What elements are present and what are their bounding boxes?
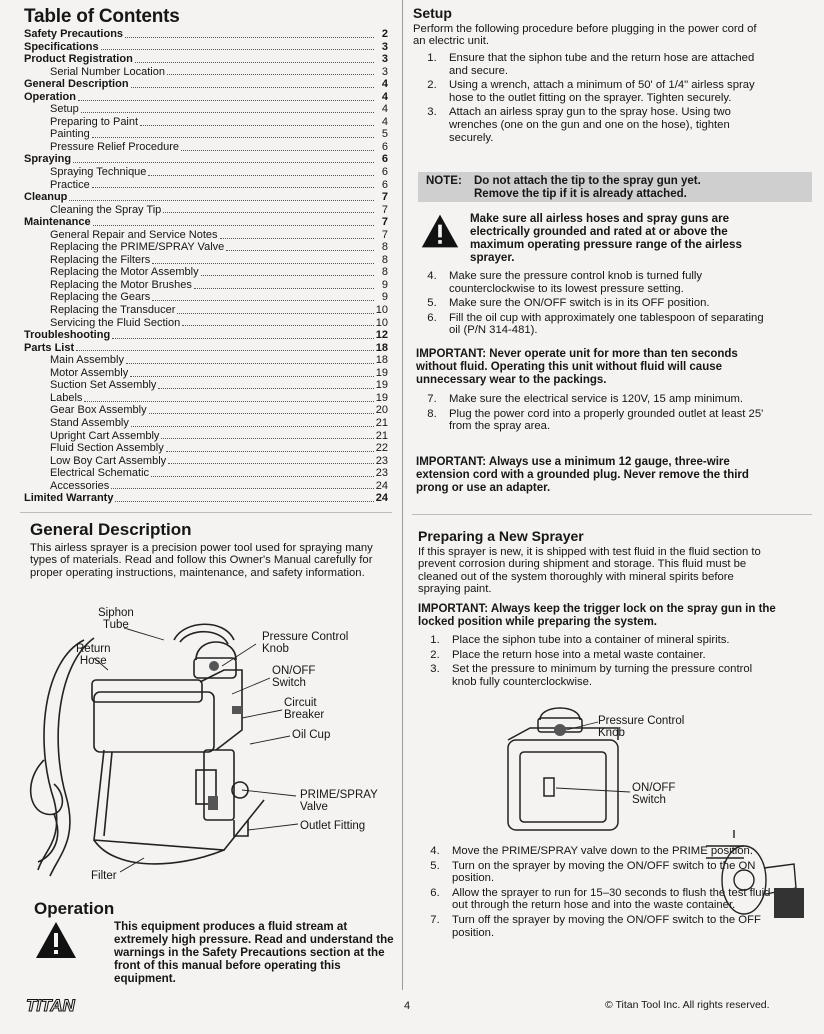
- toc-entry-label: Fluid Section Assembly: [50, 442, 164, 455]
- toc-entry: [24, 329, 388, 342]
- toc-entry: [24, 279, 388, 292]
- toc-entry-page: 3: [381, 40, 388, 53]
- toc-entry-page: 5: [381, 128, 388, 141]
- toc-leader-dots: [115, 493, 373, 502]
- toc-entry: [24, 179, 388, 192]
- setup-steps-4-6: [415, 270, 775, 339]
- toc-entry-label: Suction Set Assembly: [50, 379, 157, 392]
- step-item: [415, 270, 775, 295]
- toc-leader-dots: [140, 117, 374, 126]
- toc-entry-label: Replacing the Motor Brushes: [50, 278, 192, 291]
- toc-leader-dots: [84, 393, 373, 402]
- toc-entry-page: 3: [381, 53, 388, 66]
- toc-entry-page: 20: [375, 404, 388, 417]
- callout-pressure-control-knob: Pressure Control Knob: [262, 631, 349, 656]
- toc-entry-page: 19: [375, 366, 388, 379]
- toc-entry-page: 7: [381, 191, 388, 204]
- important-trigger-lock: IMPORTANT: Always keep the trigger lock on the spray gun in the locked position while preparing the system.: [418, 603, 776, 628]
- toc-leader-dots: [220, 230, 374, 239]
- toc-entry-label: Spraying: [24, 153, 72, 166]
- operation-warning-text: This equipment produces a fluid stream at extremely high pressure. Read and understand the warnings in the Safety Precautions section at the front of this manual before operating this equipment.: [114, 920, 394, 985]
- toc-leader-dots: [112, 330, 374, 339]
- step-text: Set the pressure to minimum by turning the pressure control knob fully counterclockwise.: [452, 663, 753, 688]
- toc-leader-dots: [226, 242, 374, 251]
- toc-entry: [24, 317, 388, 330]
- toc-entry: [24, 354, 388, 367]
- toc-leader-dots: [131, 418, 374, 427]
- toc-entry: [24, 455, 388, 468]
- toc-entry-label: Cleanup: [24, 191, 68, 204]
- toc-entry: [24, 254, 388, 267]
- section-divider: [412, 514, 812, 515]
- toc-entry-label: Safety Precautions: [24, 28, 124, 40]
- toc-entry-label: Upright Cart Assembly: [50, 429, 160, 442]
- toc-entry-page: 19: [375, 379, 388, 392]
- callout-return-hose: Return Hose: [76, 643, 111, 668]
- toc-entry-label: Serial Number Location: [50, 65, 165, 78]
- toc-entry-label: Operation: [24, 90, 76, 103]
- toc-leader-dots: [182, 317, 374, 326]
- toc-leader-dots: [130, 368, 374, 377]
- copyright: © Titan Tool Inc. All rights reserved.: [605, 999, 770, 1011]
- new-sprayer-intro: If this sprayer is new, it is shipped with test fluid in the fluid section to prevent corrosion during shipment and storage. This fluid must be cleaned out of the system thoroughly with mineral spirits before spraying paint.: [418, 546, 761, 596]
- titan-logo-mark: [26, 996, 112, 1014]
- toc-entry: [24, 216, 388, 229]
- warning-icon: [34, 920, 78, 960]
- step-number: 6.: [427, 311, 437, 324]
- toc-entry: [24, 53, 388, 66]
- step-number: 2.: [427, 79, 437, 92]
- toc-entry-label: Maintenance: [24, 216, 91, 229]
- toc-entry-page: 4: [381, 115, 388, 128]
- toc-entry-label: Product Registration: [24, 53, 133, 66]
- toc-entry-page: 18: [375, 354, 388, 367]
- toc-entry: [24, 166, 388, 179]
- toc-entry: [24, 66, 388, 79]
- important-extension-cord: IMPORTANT: Always use a minimum 12 gauge, three-wire extension cord with a grounded plug. Never remove the third prong or use an adapter.: [416, 456, 749, 494]
- important-no-fluid: IMPORTANT: Never operate unit for more than ten seconds without fluid. Operating this unit without fluid will cause unnecessary wear to the packings.: [416, 348, 738, 386]
- toc-entry-page: 23: [375, 454, 388, 467]
- callout-prime-spray-valve: PRIME/SPRAY Valve: [300, 789, 378, 814]
- toc-leader-dots: [131, 79, 374, 88]
- toc-leader-dots: [111, 480, 373, 489]
- toc-entry-label: Low Boy Cart Assembly: [50, 454, 167, 467]
- toc-entry-label: Setup: [50, 103, 79, 116]
- toc-entry-page: 6: [381, 153, 388, 166]
- toc-leader-dots: [135, 54, 374, 63]
- toc-entry: [24, 204, 388, 217]
- step-text: Place the siphon tube into a container of mineral spirits.: [452, 634, 730, 646]
- toc-entry-label: Servicing the Fluid Section: [50, 316, 181, 329]
- toc-leader-dots: [158, 380, 373, 389]
- general-description-heading: General Description: [30, 520, 192, 539]
- toc-entry: [24, 266, 388, 279]
- general-description-text: This airless sprayer is a precision power tool used for spraying many types of materials. Read and follow this Owner's Manual carefully for proper operating instructions, maintenance, and safety information.: [30, 542, 373, 579]
- toc-entry: [24, 116, 388, 129]
- toc-entry-label: Electrical Schematic: [50, 467, 150, 480]
- toc-entry: [24, 404, 388, 417]
- step-item: [415, 393, 775, 406]
- toc-entry-page: 18: [375, 341, 388, 354]
- toc-entry-label: Replacing the Transducer: [50, 304, 176, 317]
- callout-siphon-tube: Siphon Tube: [98, 607, 134, 632]
- toc-leader-dots: [167, 66, 374, 75]
- toc-entry-label: Labels: [50, 391, 83, 404]
- step-text: Using a wrench, attach a minimum of 50' of 1/4" airless spray hose to the outlet fitting on the sprayer. Tighten securely.: [449, 79, 755, 104]
- toc-entry-label: Accessories: [50, 479, 110, 492]
- step-number: 4.: [427, 270, 437, 282]
- toc-entry-page: 9: [381, 278, 388, 291]
- step-item: [415, 106, 775, 144]
- toc-entry-page: 12: [375, 329, 388, 342]
- toc-entry-page: 4: [381, 103, 388, 116]
- step-item: [418, 634, 778, 647]
- toc-leader-dots: [93, 217, 374, 226]
- callout-pressure-control-knob-2: Pressure Control Knob: [598, 715, 685, 740]
- toc-entry: [24, 103, 388, 116]
- titan-logo: [26, 996, 112, 1019]
- toc-leader-dots: [92, 179, 374, 188]
- step-number: 4.: [430, 845, 440, 857]
- step-item: [415, 79, 775, 104]
- step-text: Turn off the sprayer by moving the ON/OFF switch to the OFF position.: [452, 913, 761, 939]
- toc-entry-page: 6: [381, 140, 388, 153]
- step-text: Plug the power cord into a properly grounded outlet at least 25' from the spray area.: [449, 407, 764, 433]
- new-sprayer-heading: Preparing a New Sprayer: [418, 528, 584, 544]
- toc-leader-dots: [194, 280, 374, 289]
- toc-entry-page: 6: [381, 166, 388, 179]
- toc-entry-label: Replacing the Filters: [50, 253, 151, 266]
- page-number: 4: [404, 1000, 411, 1012]
- toc-entry-label: Preparing to Paint: [50, 115, 139, 128]
- step-item: [418, 649, 778, 662]
- step-text: Make sure the pressure control knob is turned fully counterclockwise to its lowest pressure setting.: [449, 270, 703, 295]
- toc-entry-label: Parts List: [24, 341, 75, 354]
- operation-warning: [34, 920, 394, 985]
- toc-entry-label: Stand Assembly: [50, 416, 129, 429]
- toc-entry-page: 10: [375, 316, 388, 329]
- toc-entry-label: Limited Warranty: [24, 492, 114, 505]
- toc-entry: [24, 141, 388, 154]
- toc-entry: [24, 379, 388, 392]
- step-number: 7.: [427, 393, 437, 405]
- section-divider: [20, 512, 392, 513]
- toc-entry: [24, 492, 388, 505]
- toc-entry: [24, 367, 388, 380]
- step-number: 7.: [430, 913, 440, 926]
- toc-entry: [24, 153, 388, 166]
- step-item: [418, 663, 778, 688]
- toc-entry: [24, 28, 388, 41]
- toc-entry-label: General Repair and Service Notes: [50, 228, 218, 241]
- toc-entry: [24, 128, 388, 141]
- toc-entry: [24, 291, 388, 304]
- step-number: 3.: [430, 663, 440, 676]
- toc-leader-dots: [166, 443, 374, 452]
- toc-entry-page: 4: [381, 78, 388, 91]
- prime-valve-illustration: [704, 828, 816, 928]
- toc-entry-page: 21: [375, 416, 388, 429]
- toc-leader-dots: [149, 405, 374, 414]
- step-number: 8.: [427, 407, 437, 420]
- step-number: 1.: [430, 634, 440, 646]
- callout-oil-cup: Oil Cup: [292, 729, 331, 741]
- callout-filter: Filter: [91, 870, 117, 882]
- toc-entry-label: Troubleshooting: [24, 329, 111, 342]
- callout-on-off-switch: ON/OFF Switch: [272, 665, 316, 690]
- toc-entry-label: Replacing the Gears: [50, 291, 151, 304]
- toc-entry: [24, 430, 388, 443]
- setup-heading: Setup: [413, 5, 452, 21]
- toc-leader-dots: [69, 192, 374, 201]
- toc-leader-dots: [168, 455, 374, 464]
- toc-title: Table of Contents: [24, 6, 180, 27]
- toc-leader-dots: [101, 41, 374, 50]
- note-text: Do not attach the tip to the spray gun yet. Remove the tip if it is already attached.: [474, 175, 701, 200]
- step-number: 5.: [430, 859, 440, 872]
- toc-entry-page: 6: [381, 178, 388, 191]
- toc-entry: [24, 78, 388, 91]
- toc-leader-dots: [161, 430, 373, 439]
- toc-leader-dots: [76, 342, 374, 351]
- toc-entry-page: 24: [375, 492, 388, 505]
- setup-note: [418, 172, 812, 202]
- note-label: NOTE:: [426, 175, 462, 187]
- toc-leader-dots: [126, 355, 374, 364]
- toc-entry-label: General Description: [24, 78, 129, 91]
- toc-leader-dots: [148, 167, 374, 176]
- operation-heading: Operation: [34, 899, 115, 918]
- step-text: Fill the oil cup with approximately one tablespoon of separating oil (P/N 314-481).: [449, 311, 764, 337]
- toc-leader-dots: [152, 292, 374, 301]
- toc-entry: [24, 392, 388, 405]
- toc-entry-label: Motor Assembly: [50, 366, 129, 379]
- toc-entry-label: Painting: [50, 128, 90, 141]
- toc-entry: [24, 467, 388, 480]
- toc-entry-page: 7: [381, 228, 388, 241]
- step-item: [415, 312, 775, 337]
- step-text: Move the PRIME/SPRAY valve down to the PRIME position.: [452, 845, 753, 857]
- step-item: [415, 297, 775, 310]
- toc-entry-label: Specifications: [24, 40, 99, 53]
- step-text: Place the return hose into a metal waste container.: [452, 648, 706, 661]
- step-number: 3.: [427, 106, 437, 119]
- toc-entry-page: 24: [375, 479, 388, 492]
- toc-leader-dots: [78, 92, 374, 101]
- step-item: [415, 408, 775, 433]
- toc-entry: [24, 191, 388, 204]
- toc-entry-page: 10: [375, 304, 388, 317]
- toc-entry-page: 22: [375, 442, 388, 455]
- toc-entry-label: Replacing the Motor Assembly: [50, 266, 199, 279]
- toc-entry: [24, 241, 388, 254]
- toc-leader-dots: [201, 267, 374, 276]
- toc-entry: [24, 41, 388, 54]
- toc-leader-dots: [81, 104, 374, 113]
- toc-entry-page: 8: [381, 266, 388, 279]
- prime-valve-diagram: [704, 828, 816, 928]
- step-text: Attach an airless spray gun to the spray hose. Using two wrenches (one on the gun and one on the hose), tighten securely.: [449, 106, 731, 144]
- new-sprayer-steps-1-3: [418, 634, 778, 690]
- toc-entry-page: 21: [375, 429, 388, 442]
- warning-icon: [420, 212, 460, 250]
- step-number: 2.: [430, 648, 440, 661]
- toc-entry: [24, 480, 388, 493]
- toc-entry-page: 8: [381, 253, 388, 266]
- step-text: Ensure that the siphon tube and the return hose are attached and secure.: [449, 52, 755, 77]
- setup-warning-text: Make sure all airless hoses and spray guns are electrically grounded and rated at or above the maximum operating pressure range of the airless sprayer.: [470, 212, 742, 264]
- toc-entry-page: 9: [381, 291, 388, 304]
- toc-leader-dots: [151, 468, 374, 477]
- toc-leader-dots: [177, 305, 373, 314]
- step-number: 6.: [430, 886, 440, 899]
- toc-entry-page: 23: [375, 467, 388, 480]
- step-number: 5.: [427, 297, 437, 310]
- step-text: Turn on the sprayer by moving the ON/OFF switch to the ON position.: [452, 859, 756, 885]
- step-text: Make sure the electrical service is 120V, 15 amp minimum.: [449, 393, 744, 405]
- toc-leader-dots: [125, 29, 374, 38]
- toc-entry-label: Main Assembly: [50, 354, 124, 367]
- toc-entry: [24, 417, 388, 430]
- toc-leader-dots: [152, 255, 374, 264]
- step-text: Allow the sprayer to run for 15–30 seconds to flush the test fluid out through the return hose and into the waste container.: [452, 886, 771, 912]
- toc-entry-label: Cleaning the Spray Tip: [50, 203, 162, 216]
- toc-entry-page: 19: [375, 391, 388, 404]
- setup-steps-7-8: [415, 393, 775, 435]
- toc-leader-dots: [163, 204, 374, 213]
- toc-entry-label: Practice: [50, 178, 90, 191]
- toc-entry: [24, 442, 388, 455]
- toc-entry-page: 8: [381, 241, 388, 254]
- toc-entry-label: Gear Box Assembly: [50, 404, 147, 417]
- toc-entry-page: 7: [381, 216, 388, 229]
- toc-entry-page: 2: [381, 28, 388, 40]
- step-text: Make sure the ON/OFF switch is in its OFF position.: [449, 297, 710, 310]
- toc-entry-label: Pressure Relief Procedure: [50, 140, 180, 153]
- toc-entry: [24, 342, 388, 355]
- step-item: [415, 52, 775, 77]
- callout-on-off-switch-2: ON/OFF Switch: [632, 782, 676, 807]
- toc-leader-dots: [73, 154, 374, 163]
- setup-intro: Perform the following procedure before plugging in the power cord of an electric unit.: [413, 23, 757, 48]
- callout-outlet-fitting: Outlet Fitting: [300, 820, 366, 832]
- toc-entry-page: 4: [381, 90, 388, 103]
- setup-steps-1-3: [415, 52, 775, 146]
- titan-logo-text: TITAN: [26, 996, 75, 1014]
- toc-entry-label: Spraying Technique: [50, 166, 147, 179]
- toc-leader-dots: [92, 129, 374, 138]
- setup-warning: [420, 212, 780, 264]
- step-number: 1.: [427, 52, 437, 64]
- toc-leader-dots: [181, 142, 374, 151]
- column-divider: [402, 0, 403, 990]
- toc-entry: [24, 91, 388, 104]
- toc-entry-label: Replacing the PRIME/SPRAY Valve: [50, 241, 225, 254]
- toc-entry-page: 7: [381, 203, 388, 216]
- toc-entry: [24, 229, 388, 242]
- callout-circuit-breaker: Circuit Breaker: [284, 697, 325, 722]
- toc-entry: [24, 304, 388, 317]
- toc-entry-page: 3: [381, 65, 388, 78]
- table-of-contents: [24, 28, 388, 505]
